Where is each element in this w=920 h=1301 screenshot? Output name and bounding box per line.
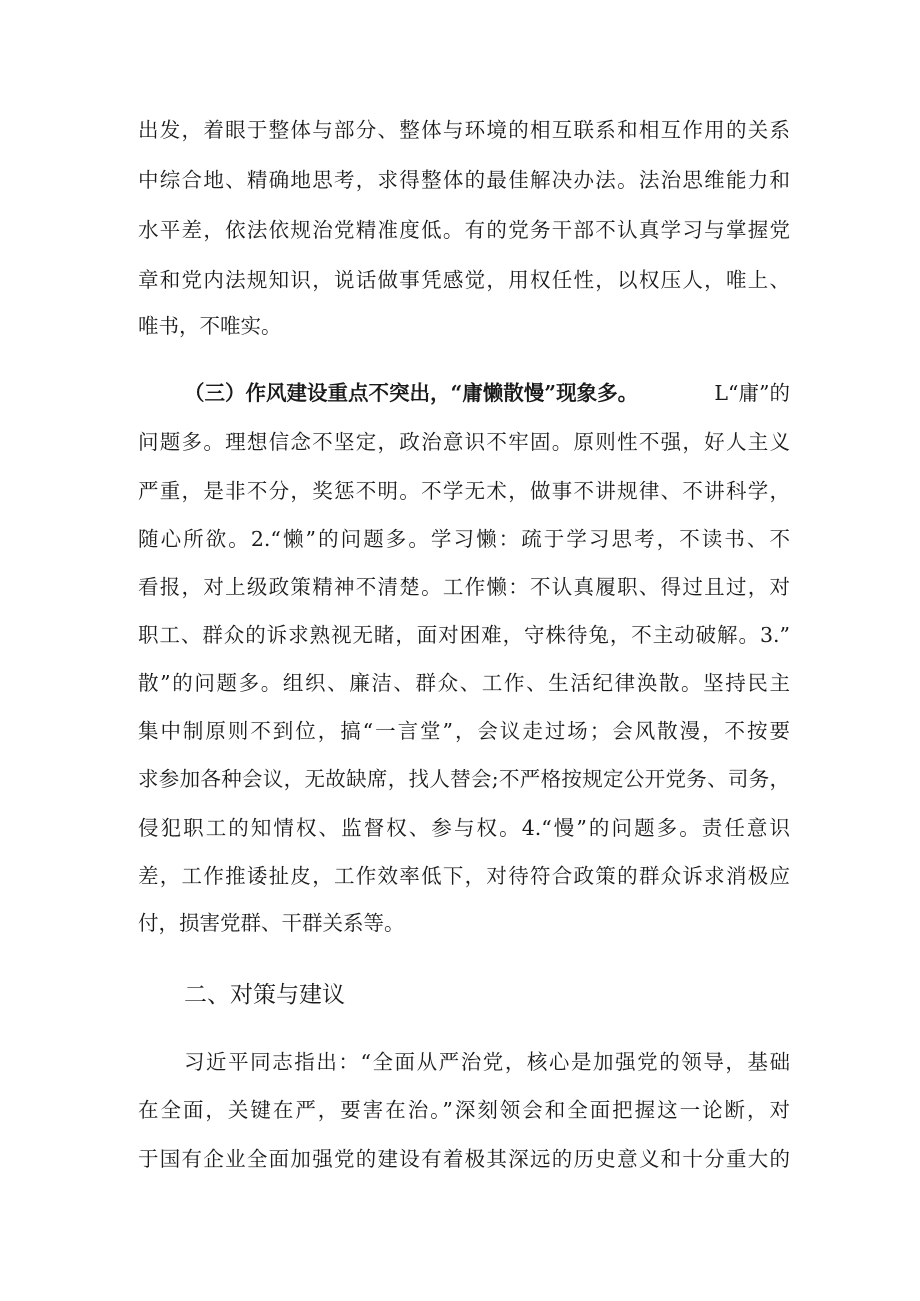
text-line: 唯书，不唯实。: [138, 314, 282, 338]
text-line: 付，损害党群、干群关系等。: [138, 911, 405, 935]
text-line: 看报，对上级政策精神不清楚。工作懒：不认真履职、得过且过，对: [138, 575, 790, 599]
text-line: 集中制原则不到位，搞“一言堂”，会议走过场；会风散漫，不按要: [138, 719, 790, 743]
text-line: 出发，着眼于整体与部分、整体与环境的相互联系和相互作用的关系: [138, 118, 790, 142]
text-line: 随心所欲。2.“懒”的问题多。学习懒：疏于学习思考，不读书、不: [138, 527, 790, 551]
text-line: 习近平同志指出：“全面从严治党，核心是加强党的领导，基础: [184, 1050, 790, 1074]
text-line: 散”的问题多。组织、廉洁、群众、工作、生活纪律涣散。坚持民主: [138, 671, 790, 695]
text-line: 章和党内法规知识，说话做事凭感觉，用权任性，以权压人，唯上、: [138, 268, 790, 292]
text-line: 求参加各种会议，无故缺席，找人替会;不严格按规定公开党务、司务，: [138, 767, 790, 791]
text-line: 中综合地、精确地思考，求得整体的最佳解决办法。法治思维能力和: [138, 168, 790, 192]
text-fragment: L“庸”的: [714, 381, 790, 405]
text-line: 严重，是非不分，奖惩不明。不学无术，做事不讲规律、不讲科学，: [138, 479, 790, 503]
text-line: 问题多。理想信念不坚定，政治意识不牢固。原则性不强，好人主义: [138, 430, 790, 454]
text-line: 于国有企业全面加强党的建设有着极其深远的历史意义和十分重大的: [138, 1147, 790, 1171]
text-line: 差，工作推诿扯皮，工作效率低下，对待符合政策的群众诉求消极应: [138, 864, 790, 888]
text-line: 水平差，依法依规治党精准度低。有的党务干部不认真学习与掌握党: [138, 218, 790, 242]
text-line: 侵犯职工的知情权、监督权、参与权。4.“慢”的问题多。责任意识: [138, 816, 790, 840]
subsection-title: （三）作风建设重点不突出，“庸懒散慢”现象多。: [184, 381, 639, 405]
section-heading: 二、对策与建议: [184, 982, 345, 1008]
text-line: 在全面，关键在严，要害在治。”深刻领会和全面把握这一论断，对: [138, 1098, 790, 1122]
text-line: 职工、群众的诉求熟视无睹，面对困难，守株待兔，不主动破解。3.”: [138, 623, 790, 647]
subsection-title-line: [184, 373, 790, 413]
